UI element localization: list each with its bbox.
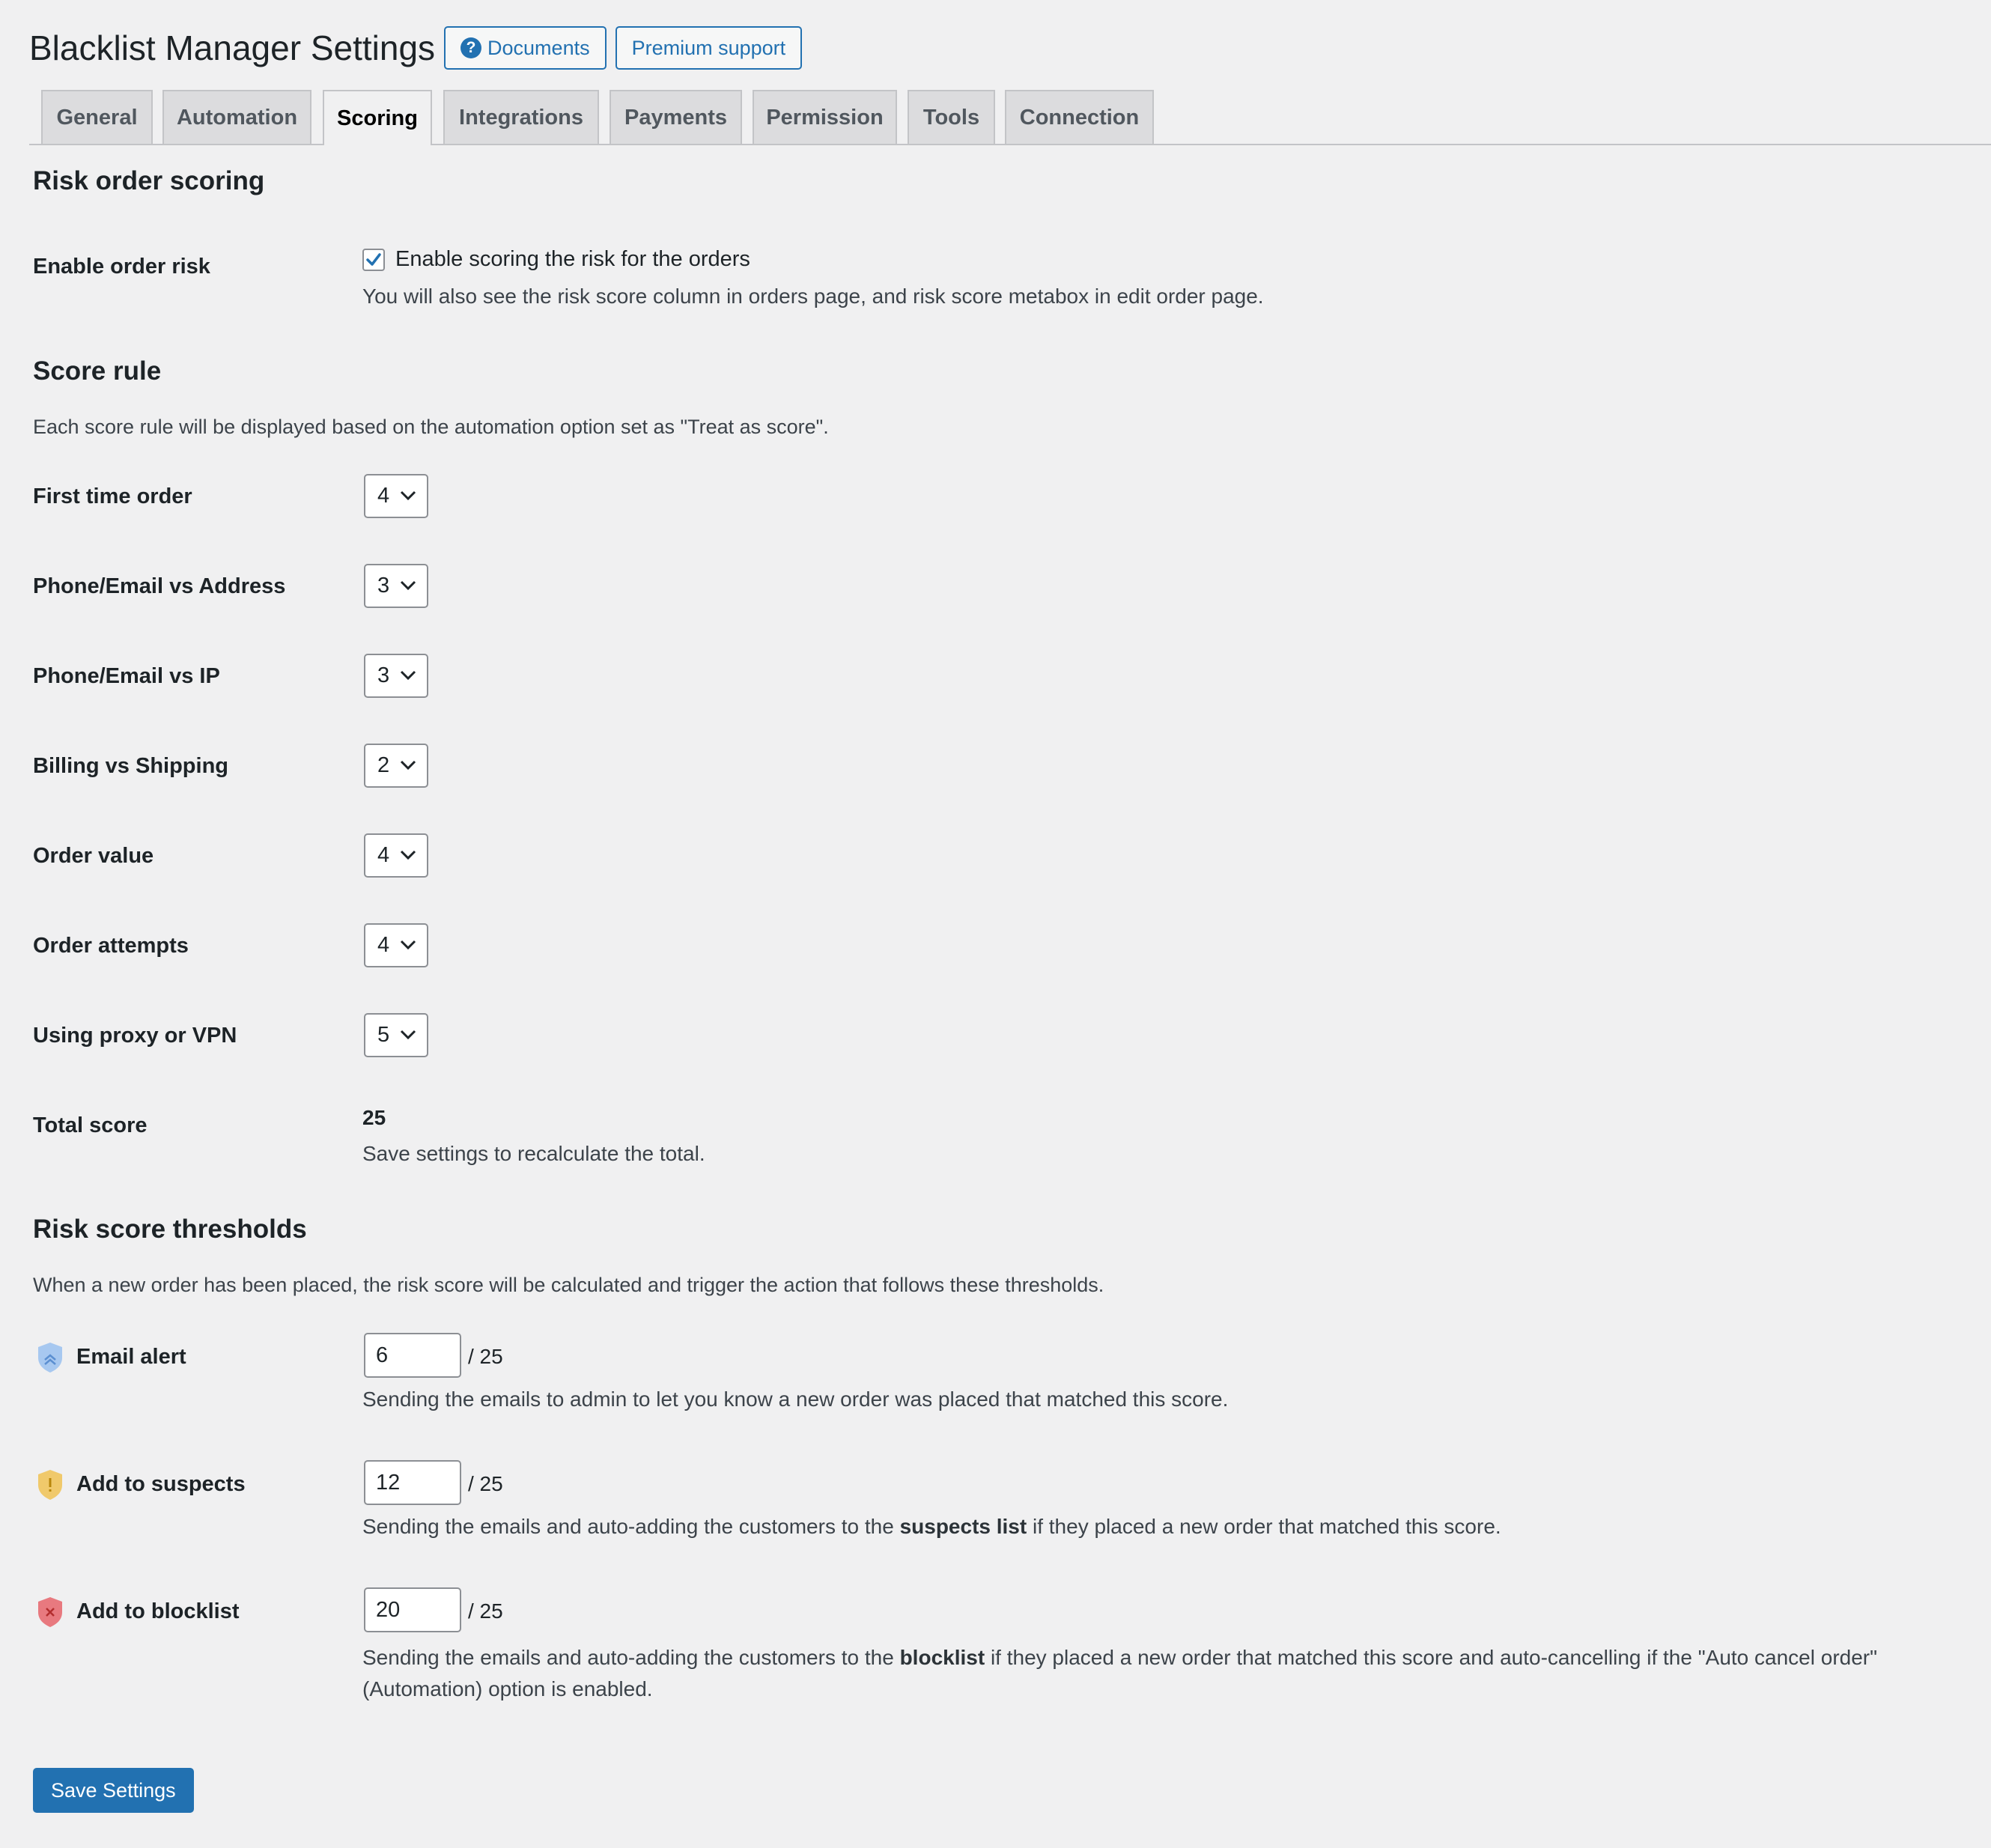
chevron-down-icon <box>400 850 416 860</box>
select-value: 5 <box>377 1023 390 1047</box>
help-text: if they placed a new order that matched this score. <box>1027 1515 1501 1538</box>
add-to-blocklist-label: Add to blocklist <box>76 1599 240 1623</box>
tab-connection[interactable] <box>1005 90 1154 144</box>
shield-block-icon <box>36 1596 64 1629</box>
save-settings-label: Save Settings <box>51 1778 176 1802</box>
total-score-value: 25 <box>362 1106 386 1129</box>
select-value: 3 <box>377 574 390 598</box>
blocklist-text: blocklist <box>899 1646 985 1669</box>
documents-button-label: Documents <box>487 36 590 59</box>
tab-label: Tools <box>922 105 980 130</box>
shield-warning-icon <box>36 1468 64 1501</box>
tab-payments[interactable] <box>610 90 742 144</box>
email-alert-input[interactable] <box>364 1333 461 1378</box>
rule-label-phone-email-address: Phone/Email vs Address <box>33 574 286 598</box>
page-header <box>29 25 802 70</box>
add-to-suspects-label: Add to suspects <box>76 1472 246 1496</box>
chevron-down-icon <box>400 1030 416 1040</box>
tab-label: Scoring <box>337 106 418 130</box>
tab-automation[interactable] <box>162 90 311 144</box>
score-rule-description: Each score rule will be displayed based on the automation option set as "Treat as score". <box>33 416 829 438</box>
documents-button[interactable] <box>444 26 607 70</box>
tab-integrations[interactable] <box>443 90 599 144</box>
premium-support-button[interactable] <box>615 26 803 70</box>
add-to-suspects-help <box>362 1515 1501 1539</box>
add-to-blocklist-input[interactable] <box>364 1587 461 1632</box>
email-alert-label: Email alert <box>76 1345 186 1369</box>
rule-label-proxy-vpn: Using proxy or VPN <box>33 1024 237 1048</box>
help-text: Sending the emails to admin to let you know a new order was placed that matched this score. <box>362 1387 1229 1411</box>
tab-scoring[interactable] <box>323 90 432 145</box>
thresholds-description: When a new order has been placed, the risk score will be calculated and trigger the action that follows these thresholds. <box>33 1274 1104 1296</box>
risk-scoring-heading: Risk order scoring <box>33 166 265 195</box>
add-to-suspects-max: / 25 <box>468 1472 503 1495</box>
score-rule-heading: Score rule <box>33 356 162 386</box>
tab-label: Automation <box>176 105 298 130</box>
tab-label: Connection <box>1019 105 1140 130</box>
select-value: 2 <box>377 753 390 777</box>
add-to-blocklist-max: / 25 <box>468 1599 503 1623</box>
enable-scoring-help: You will also see the risk score column in orders page, and risk score metabox in edit order page. <box>362 285 1264 308</box>
select-value: 4 <box>377 484 390 508</box>
premium-support-label: Premium support <box>631 36 786 59</box>
proxy-vpn-select[interactable] <box>364 1013 428 1057</box>
rule-label-first-time-order: First time order <box>33 484 192 508</box>
enable-scoring-checkbox[interactable] <box>362 249 385 271</box>
add-to-blocklist-help <box>362 1642 1972 1705</box>
rule-label-billing-shipping: Billing vs Shipping <box>33 754 228 778</box>
save-settings-button[interactable] <box>33 1768 194 1813</box>
help-text: Sending the emails and auto-adding the customers to the <box>362 1515 900 1538</box>
email-alert-max: / 25 <box>468 1345 503 1368</box>
chevron-down-icon <box>400 490 416 501</box>
input-value: 20 <box>376 1597 401 1622</box>
tab-label: Integrations <box>459 105 583 130</box>
order-value-select[interactable] <box>364 833 428 878</box>
tab-label: General <box>56 105 138 130</box>
input-value: 12 <box>376 1470 401 1495</box>
billing-shipping-select[interactable] <box>364 744 428 788</box>
first-time-order-select[interactable] <box>364 474 428 518</box>
rule-label-order-value: Order value <box>33 844 154 868</box>
chevron-down-icon <box>400 670 416 681</box>
phone-email-ip-select[interactable] <box>364 654 428 698</box>
tab-general[interactable] <box>41 90 153 144</box>
checkmark-icon <box>365 252 382 268</box>
settings-tabs <box>29 90 1991 145</box>
select-value: 4 <box>377 933 390 957</box>
help-text: if they placed a new order that matched this score and auto-cancelling if the "Auto cancel order" (Automation) option is enabled. <box>362 1646 1878 1700</box>
suspects-list-text: suspects list <box>899 1515 1027 1538</box>
tab-label: Payments <box>624 105 727 130</box>
email-alert-help <box>362 1387 1228 1411</box>
page-title: Blacklist Manager Settings <box>29 28 436 67</box>
order-attempts-select[interactable] <box>364 923 428 967</box>
enable-order-risk-label: Enable order risk <box>33 255 210 279</box>
rule-label-phone-email-ip: Phone/Email vs IP <box>33 664 220 688</box>
tab-permission[interactable] <box>753 90 897 144</box>
chevron-down-icon <box>400 580 416 591</box>
add-to-suspects-input[interactable] <box>364 1460 461 1505</box>
select-value: 4 <box>377 843 390 867</box>
enable-scoring-label: Enable scoring the risk for the orders <box>395 247 750 271</box>
select-value: 3 <box>377 663 390 687</box>
phone-email-address-select[interactable] <box>364 564 428 608</box>
rule-label-order-attempts: Order attempts <box>33 934 189 958</box>
help-text: Sending the emails and auto-adding the customers to the <box>362 1646 900 1669</box>
chevron-down-icon <box>400 760 416 770</box>
help-icon: ? <box>460 37 481 58</box>
enable-scoring-row <box>362 247 750 272</box>
total-score-help: Save settings to recalculate the total. <box>362 1142 705 1165</box>
tab-label: Permission <box>766 105 884 130</box>
chevron-down-icon <box>400 940 416 950</box>
shield-alert-icon <box>36 1341 64 1374</box>
thresholds-heading: Risk score thresholds <box>33 1215 307 1244</box>
tab-tools[interactable] <box>908 90 995 144</box>
input-value: 6 <box>376 1343 389 1367</box>
total-score-label: Total score <box>33 1113 148 1137</box>
